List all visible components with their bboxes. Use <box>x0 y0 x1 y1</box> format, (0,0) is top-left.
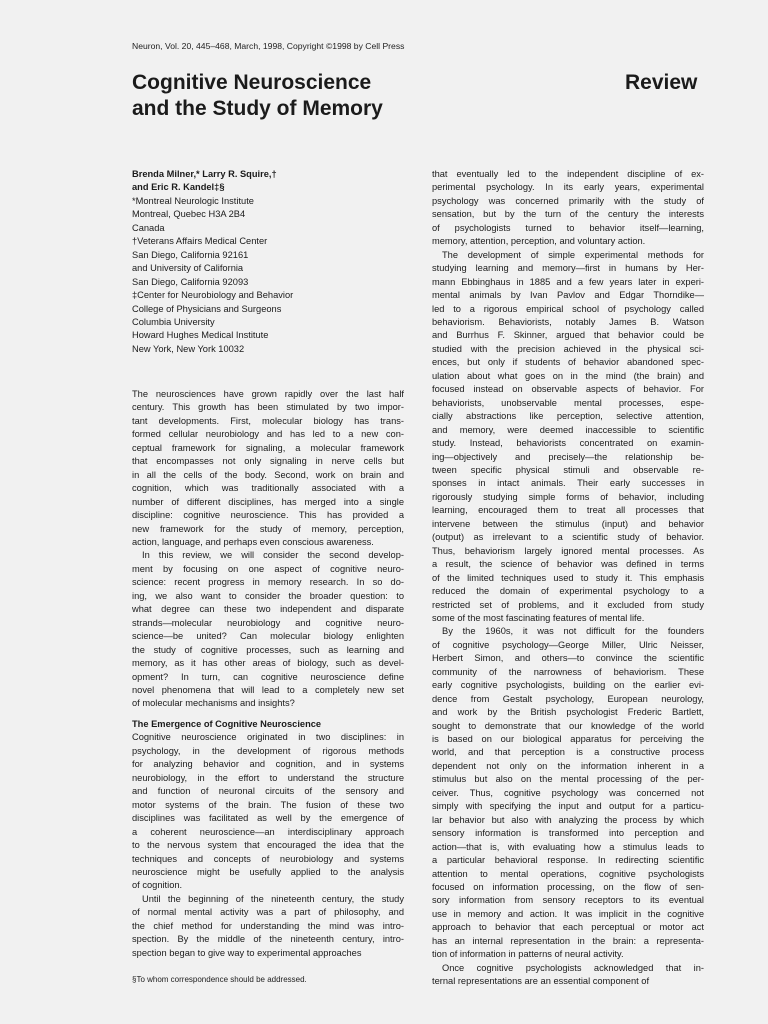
text-line: perimental psychology. In its early years, experimental <box>432 182 704 193</box>
text-line: reduced the domain of experimental psychology to a <box>432 586 704 597</box>
text-line: a particular behavioral response. In redirecting scientific <box>432 855 704 866</box>
affiliation-line: College of Physicians and Surgeons <box>132 303 282 314</box>
text-line: rigorously studying simple forms of behavior, including <box>432 491 704 502</box>
text-line: century. This growth has been stimulated by two impor- <box>132 402 404 413</box>
text-line: of cognition. <box>132 880 183 891</box>
affiliation-line: Howard Hughes Medical Institute <box>132 330 269 341</box>
text-line: neuroscience might be usefully applied to the analysis <box>132 866 404 877</box>
author-names-line-2: and Eric R. Kandel‡§ <box>132 182 225 193</box>
text-line: neurobiology, in the effort to understand the structure <box>132 772 404 783</box>
text-line: ment by focusing on one aspect of cognitive neuro- <box>132 563 404 574</box>
text-line: By the 1960s, it was not difficult for the founders <box>442 626 704 637</box>
text-line: has an internal representation in the brain: a representa- <box>432 935 704 946</box>
text-line: The neurosciences have grown rapidly over the last half <box>132 389 404 399</box>
author-block <box>132 168 404 356</box>
title-line-2: and the Study of Memory <box>132 97 383 120</box>
text-line: techniques and concepts of neurobiology and systems <box>132 853 404 864</box>
affiliation-line: †Veterans Affairs Medical Center <box>132 236 268 247</box>
correspondence-footnote: §To whom correspondence should be addressed. <box>132 975 307 984</box>
affiliation-line: San Diego, California 92161 <box>132 249 249 260</box>
text-line: some of the most fascinating features of mental life. <box>432 612 645 623</box>
text-line: ing—objectively and precisely—the relationship be- <box>432 451 704 462</box>
affiliation-line: *Montreal Neurologic Institute <box>132 195 254 206</box>
text-line: psychology, in the development of rigorous methods <box>132 745 404 756</box>
text-line: disciplines was facilitated as well by the emergence of <box>132 813 404 824</box>
article-type-label: Review <box>625 71 698 94</box>
text-line: of molecular mechanisms and insights? <box>132 698 295 709</box>
text-line: the chief method for understanding the mind was intro- <box>132 920 404 931</box>
text-line: Cognitive neuroscience originated in two disciplines: in <box>132 732 404 743</box>
text-line: mental animals by Ivan Pavlov and Edgar Thorndike— <box>432 290 704 301</box>
text-line: action, language, and perhaps even conscious awareness. <box>132 536 374 547</box>
text-line: focused on information processing, on the flow of sen- <box>432 882 704 893</box>
text-line: and function of neuronal circuits of the sensory and <box>132 786 404 797</box>
text-line: use in memory and action. It was implicit in the cognitive <box>432 908 704 919</box>
text-line: sory information from sensory receptors to its eventual <box>432 895 704 906</box>
text-line: memory, as it has other areas of biology, such as devel- <box>132 658 404 669</box>
text-line: is based on our biological apparatus for perceiving the <box>432 734 704 745</box>
text-line: spection. By the middle of the nineteenth century, intro- <box>132 934 404 945</box>
text-line: what degree can these two independent and disparate <box>132 604 404 615</box>
affiliation-line: Montreal, Quebec H3A 2B4 <box>132 209 246 220</box>
text-line: of cognitive psychology—George Miller, Ulric Neisser, <box>432 639 704 650</box>
text-line: led to a rigorous empirical school of psychology called <box>432 303 704 314</box>
text-line: motor systems of the brain. The fusion of these two <box>132 799 404 810</box>
text-line: tween specific physical stimuli and observable re- <box>432 464 704 475</box>
text-line: (output) as irrelevant to a scientific study of behavior. <box>432 532 704 543</box>
affiliation-line: New York, New York 10032 <box>132 343 245 354</box>
text-line: of normal mental activity was a part of philosophy, and <box>132 907 404 918</box>
text-line: Herbert Simon, and others—to convince the scientific <box>432 653 704 664</box>
text-line: formed cellular neurobiology and has led to a new con- <box>132 429 404 440</box>
text-line: study. Instead, behaviorists concentrated on examin- <box>432 438 704 449</box>
text-line: studied with the precision achieved in the physical sci- <box>432 343 704 354</box>
journal-citation: Neuron, Vol. 20, 445–468, March, 1998, Copyright ©1998 by Cell Press <box>132 41 405 51</box>
text-line: science: recent progress in memory research. In so do- <box>132 577 404 588</box>
text-line: ceiver. Thus, cognitive psychology was concerned not <box>432 787 704 798</box>
text-line: opment? In turn, can cognitive neuroscience define <box>132 671 404 682</box>
text-line: tion of information in patterns of neural activity. <box>432 949 624 960</box>
text-line: attention to mental operations, cognitive psychologists <box>432 868 704 879</box>
intro-text <box>132 388 404 711</box>
affiliation-line: ‡Center for Neurobiology and Behavior <box>132 290 294 301</box>
text-line: a result, the science of behavior was defined in terms <box>432 559 704 570</box>
title-line-1: Cognitive Neuroscience <box>132 71 372 94</box>
text-line: novel phenomena that will lead to a completely new set <box>132 684 404 695</box>
text-line: sought to demonstrate that our knowledge of the world <box>432 720 704 731</box>
text-line: new framework for the study of memory, perception, <box>132 523 404 534</box>
text-line: sponses in intact animals. Their early successes in <box>432 478 704 489</box>
text-line: of psychologists turned to behavior itself—learning, <box>432 222 704 233</box>
right-column-text <box>432 168 704 989</box>
text-line: Once cognitive psychologists acknowledged that in- <box>442 962 704 973</box>
text-line: ulation about what goes on in the mind (the brain) and <box>432 370 704 381</box>
text-line: memory, attention, perception, and voluntary action. <box>432 236 646 247</box>
article-title <box>132 70 383 122</box>
text-line: dependent not only on the information inherent in a <box>432 760 704 771</box>
text-line: The development of simple experimental methods for <box>442 249 704 260</box>
text-line: lar behavior but also with analyzing the process by which <box>432 814 704 825</box>
section-body <box>132 731 404 960</box>
text-line: simply with specifying the input and output for a particu- <box>432 801 704 812</box>
text-line: intervene between the stimulus (input) and behavior <box>432 518 704 529</box>
section-emergence <box>132 718 404 960</box>
text-line: and memory, were deemed inaccessible to scientific <box>432 424 704 435</box>
text-line: tant developments. First, molecular biology has trans- <box>132 415 404 426</box>
text-line: and work by the British psychologist Frederic Bartlett, <box>432 707 704 718</box>
affiliation-line: Canada <box>132 222 165 233</box>
author-names-line-1: Brenda Milner,* Larry R. Squire,† <box>132 169 277 179</box>
text-line: that eventually led to the independent discipline of ex- <box>432 169 704 179</box>
text-line: that encompasses not only signaling in nerve cells but <box>132 456 404 467</box>
text-line: the study of cognitive processes, such as learning and <box>132 644 404 655</box>
text-line: In this review, we will consider the second develop- <box>142 550 404 561</box>
text-line: for analyzing behavior and cognition, and in systems <box>132 759 404 770</box>
text-line: ing, we also want to consider the broader question: to <box>132 590 404 601</box>
text-line: strands—molecular neurobiology and cognitive neuro- <box>132 617 404 628</box>
text-line: science—be united? Can molecular biology enlighten <box>132 631 404 642</box>
text-line: cognition, which was traditionally associated with a <box>132 483 404 494</box>
text-line: Until the beginning of the nineteenth century, the study <box>142 893 404 904</box>
text-line: community of the narrowness of behaviorism. These <box>432 666 704 677</box>
text-line: world, and that perception is a constructive process <box>432 747 704 758</box>
text-line: ternal representations are an essential component of <box>432 976 650 987</box>
text-line: a coherent neuroscience—an interdisciplinary approach <box>132 826 404 837</box>
affiliation-line: Columbia University <box>132 316 215 327</box>
text-line: Thus, behaviorism largely ignored mental processes. As <box>432 545 704 556</box>
text-line: restricted set of problems, and it excluded from study <box>432 599 704 610</box>
text-line: spection began to give way to experimental approaches <box>132 947 362 958</box>
text-line: to the nervous system that encouraged the idea that the <box>132 840 404 851</box>
text-line: studying learning and memory—first in humans by Her- <box>432 263 704 274</box>
text-line: cially abstractions like perception, selective attention, <box>432 411 704 422</box>
text-line: stimulus but also on the mental processing of the per- <box>432 774 704 785</box>
text-line: learning, encouraged them to treat all processes that <box>432 505 704 516</box>
text-line: psychology was concerned primarily with the study of <box>432 195 704 206</box>
text-line: in all the cells of the body. Second, work on brain and <box>132 469 404 480</box>
text-line: ences, but only if students of behavior abandoned spec- <box>432 357 704 368</box>
text-line: sensory information is transformed into perception and <box>432 828 704 839</box>
affiliation-line: San Diego, California 92093 <box>132 276 249 287</box>
text-line: ceptual framework for signaling, a molecular framework <box>132 442 404 453</box>
text-line: early cognitive psychologists, building on the earlier evi- <box>432 680 704 691</box>
text-line: sensation, but by the turn of the century the interests <box>432 209 704 220</box>
text-line: dence from Gestalt psychology, European neurology, <box>432 693 704 704</box>
text-line: behaviorism. Behaviorists, notably James B. Watson <box>432 316 704 327</box>
affiliation-line: and University of California <box>132 263 244 274</box>
section-heading: The Emergence of Cognitive Neuroscience <box>132 719 322 729</box>
text-line: of the limited techniques used to study it. This emphasis <box>432 572 704 583</box>
text-line: and Burrhus F. Skinner, argued that behavior could be <box>432 330 704 341</box>
text-line: approach to behavior that each perceptual or motor act <box>432 922 704 933</box>
text-line: action—that is, with evaluating how a stimulus leads to <box>432 841 704 852</box>
text-line: discipline: cognitive neuroscience. This has provided a <box>132 510 404 521</box>
text-line: behaviorists, unobservable mental processes, espe- <box>432 397 704 408</box>
text-line: mann Ebbinghaus in 1885 and a few years later in experi- <box>432 276 704 287</box>
affiliations <box>132 195 404 356</box>
text-line: focused instead on observable aspects of behavior. For <box>432 384 704 395</box>
text-line: number of different disciplines, has merged into a single <box>132 496 404 507</box>
